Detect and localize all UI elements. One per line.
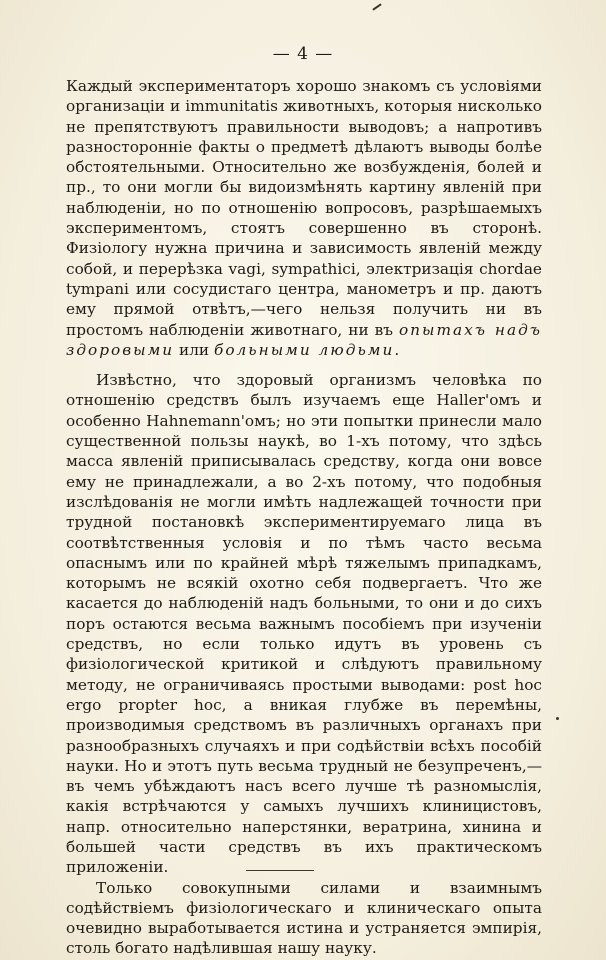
- body-text: [66, 76, 542, 959]
- end-rule: [246, 870, 314, 871]
- paragraph-1-connector: или: [174, 340, 214, 359]
- paragraph-3: Только совокупными силами и взаимнымъ содѣйствіемъ физіологическаго и клиническаго опыта очевидно выработывается истина и устраняется эмпирія, столь богато надѣлившая нашу науку.: [66, 878, 542, 958]
- paragraph-1: [66, 76, 542, 360]
- paragraph-1-text: Каждый экспериментаторъ хорошо знакомъ съ условіями организаціи и immunitatis животныхъ, которыя нисколько не препятствуютъ правильности выводовъ; а напротивъ разностороннiе факты о предметѣ дѣлаютъ выводы болѣе обстоятельными. Относительно же возбужденія, болей и пр., то они могли бы видоизмѣнять картину явленій при наблюденіи, но по отношенію вопросовъ, разрѣшаемыхъ экспериментомъ, стоятъ совершенно въ сторонѣ. Физіологу нужна причина и зависимость явленій между собой, и перерѣзка vagi, sympathici, электризація chordae tympani или сосудистаго центра, манометръ и пр. даютъ ему прямой отвѣтъ,—чего нельзя получить ни въ простомъ наблюденіи животнаго, ни въ: [66, 77, 542, 339]
- paragraph-2: Извѣстно, что здоровый организмъ человѣка по отношенію средствъ былъ изучаемъ еще Haller'омъ и особенно Hahnemann'омъ; но эти попытки принесли мало существенной пользы наукѣ, во 1-хъ потому, что здѣсь масса явленій приписывалась средству, когда они вовсе ему не принадлежали, а во 2-хъ потому, что подобныя изслѣдованія не могли имѣть надлежащей точности при трудной постановкѣ экспериментируемаго лица въ соотвѣтственныя условія и по тѣмъ часто весьма опаснымъ или по крайней мѣрѣ тяжелымъ припадкамъ, которымъ не всякій охотно себя подвергаетъ. Что же касается до наблюденій надъ больными, то они и до сихъ поръ остаются весьма важнымъ пособіемъ при изученіи средствъ, но если только идутъ въ уровень съ физіологической критикой и слѣдуютъ правильному методу, не ограничиваясь простыми выводами: post hoc ergo propter hoc, а вникая глубже въ перемѣны, производимыя средствомъ въ различныхъ органахъ при разнообразныхъ случаяхъ и при содѣйствіи всѣхъ пособій науки. Но и этотъ путь весьма трудный не безупреченъ,—въ чемъ убѣждаютъ насъ всего лучше тѣ разномыслія, какія встрѣчаются у самыхъ лучшихъ клиницистовъ, напр. относительно наперстянки, вератрина, хинина и большей части средствъ въ ихъ практическомъ приложеніи.: [66, 371, 542, 877]
- margin-dot: [556, 717, 559, 720]
- emphasis-healthy-experiments: опытахъ надъ здоровыми: [66, 320, 542, 359]
- emphasis-sick-people: больными людьми: [214, 340, 395, 359]
- page-number: — 4 —: [272, 44, 334, 64]
- corner-mark: [372, 3, 381, 10]
- paragraph-1-end: .: [394, 340, 400, 359]
